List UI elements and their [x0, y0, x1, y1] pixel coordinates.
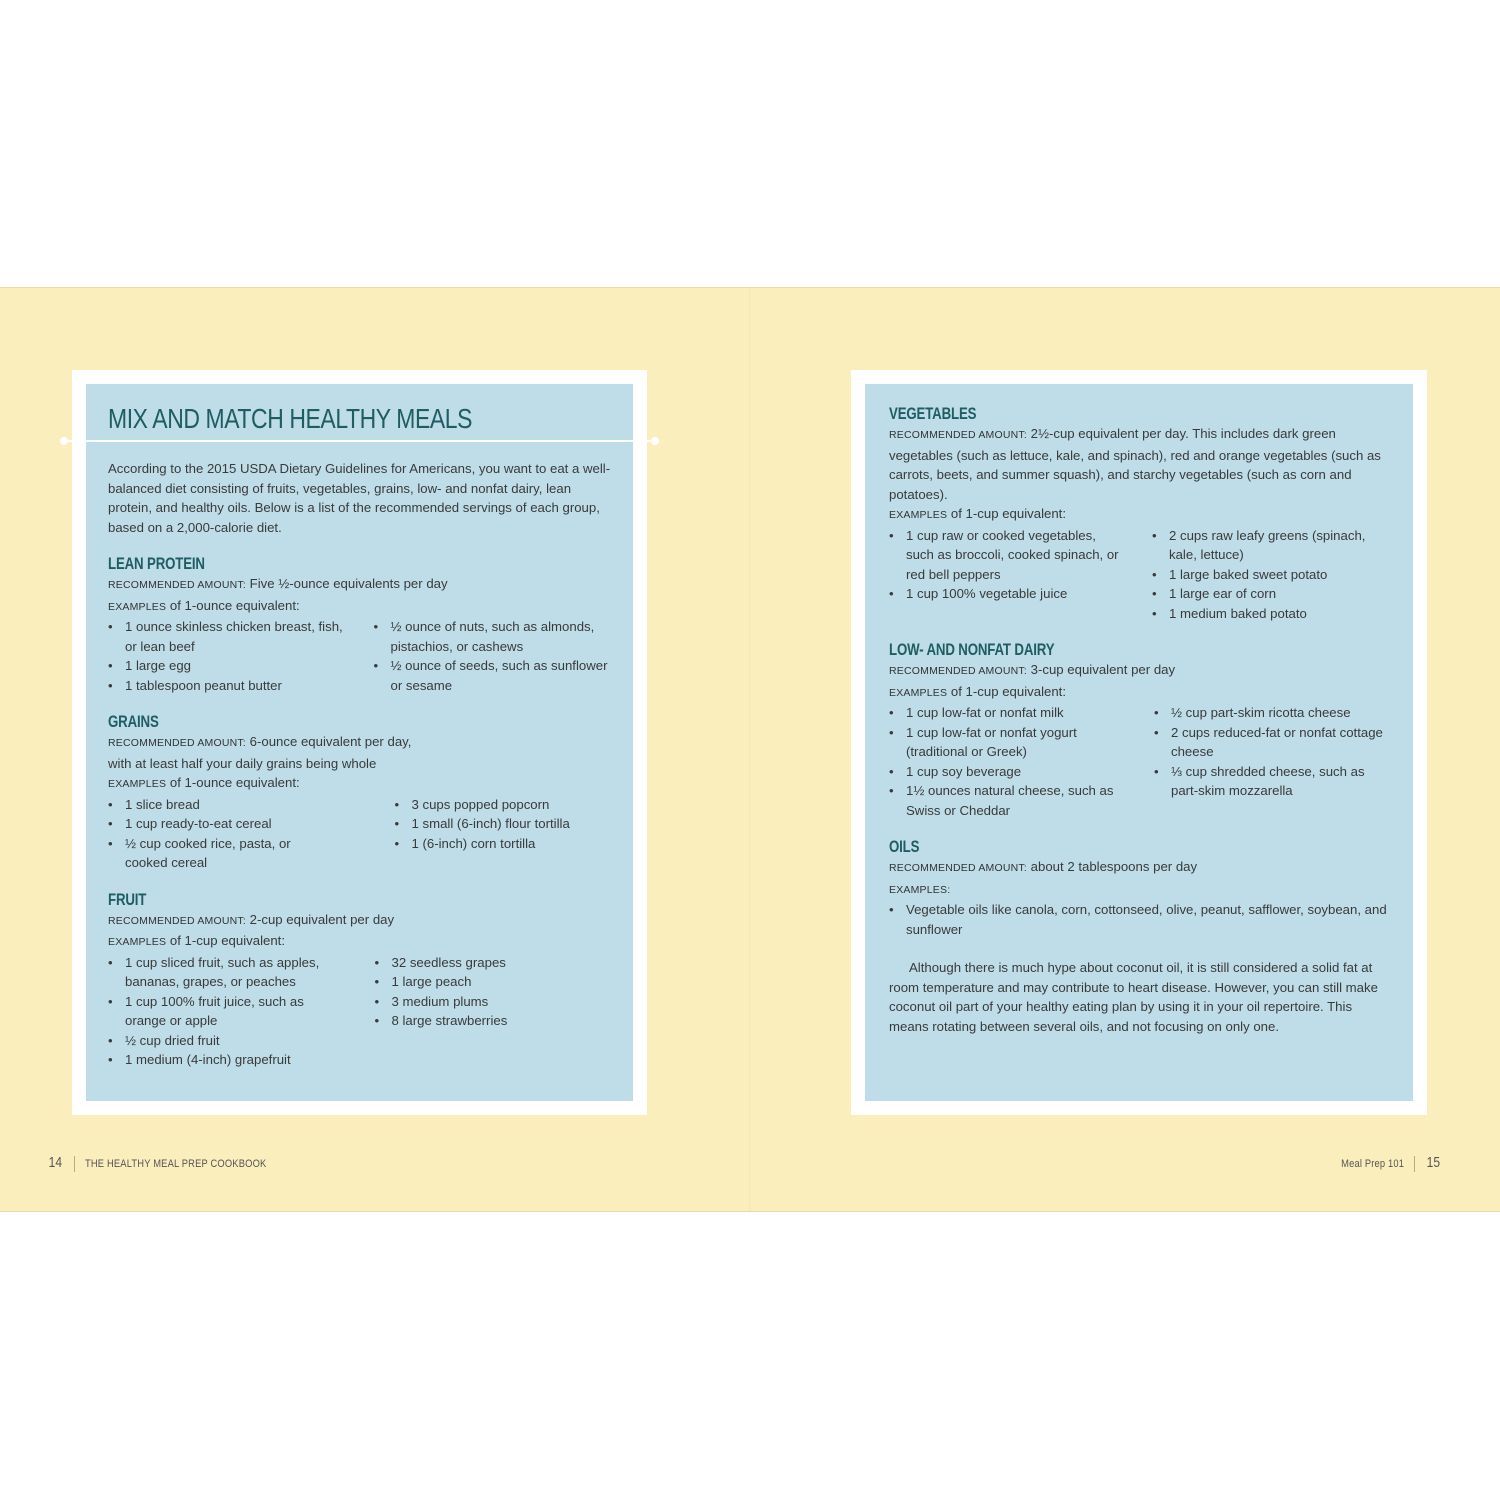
recommended-text: 2½-cup equivalent per day. This includes dark green vegetables (such as lettuce, kale, and spinach), red and orange vegetables (such as carrots, beets, and summer squash), and starchy vegetables (such as corn and potatoes). — [889, 426, 1381, 502]
examples-text: of 1-cup equivalent: — [950, 683, 1066, 699]
recommended-amount — [889, 660, 1389, 682]
recommended-label: RECOMMENDED AMOUNT: — [889, 665, 1027, 677]
examples-line — [889, 504, 1389, 526]
list-item: • 3 medium plums — [375, 992, 612, 1012]
section-fruit — [108, 890, 611, 1070]
list-item: • 1 large egg — [108, 656, 346, 676]
examples-list-col1 — [108, 795, 395, 873]
section-heading: LOW- AND NONFAT DAIRY — [889, 640, 1055, 659]
intro-paragraph: According to the 2015 USDA Dietary Guidelines for Americans, you want to eat a well-balanced diet consisting of fruits, vegetables, grains, low- and nonfat dairy, lean protein, and healthy oils. Below is a list of the recommended servings of each group, based on a 2,000-calorie diet. — [108, 461, 611, 535]
list-item: • ½ cup cooked rice, pasta, or cooked cereal — [108, 834, 325, 873]
list-item: • 1 cup raw or cooked vegetables, such as broccoli, cooked spinach, or red bell peppers — [889, 526, 1126, 585]
list-item: • 1 cup 100% vegetable juice — [889, 584, 1126, 604]
examples-label: EXAMPLES: — [889, 883, 951, 896]
recommended-amount — [889, 424, 1389, 504]
examples-text: of 1-cup equivalent: — [950, 506, 1066, 521]
page-number-right: 15 — [1426, 1154, 1441, 1171]
list-item: • 32 seedless grapes — [375, 953, 612, 973]
recommended-amount — [889, 857, 1389, 879]
recommended-text: 2-cup equivalent per day — [249, 911, 395, 927]
recommended-label: RECOMMENDED AMOUNT: — [108, 579, 246, 591]
list-item: • 2 cups reduced-fat or nonfat cottage cheese — [1154, 723, 1389, 762]
examples-list-col1 — [108, 953, 375, 1070]
list-item: • 1 slice bread — [108, 795, 325, 815]
section-heading: VEGETABLES — [889, 404, 977, 423]
list-item: • 1 cup soy beverage — [889, 762, 1124, 782]
book-spread — [0, 287, 1500, 1212]
examples-columns — [889, 703, 1389, 820]
list-item: • ½ ounce of nuts, such as almonds, pistachios, or cashews — [374, 617, 612, 656]
section-heading: GRAINS — [108, 712, 159, 731]
list-item: • 1 large baked sweet potato — [1152, 565, 1389, 585]
examples-columns — [889, 526, 1389, 624]
recommended-amount — [108, 910, 611, 932]
list-item: • 1 ounce skinless chicken breast, fish, or lean beef — [108, 617, 346, 656]
examples-line — [889, 682, 1389, 704]
list-item: • 1 medium (4-inch) grapefruit — [108, 1050, 345, 1070]
list-item: • Vegetable oils like canola, corn, cottonseed, olive, peanut, safflower, soybean, and sunflower — [889, 900, 1389, 939]
examples-label: EXAMPLES — [108, 778, 167, 790]
examples-line — [889, 879, 1389, 901]
list-item: • ½ cup dried fruit — [108, 1031, 345, 1051]
list-item: • 1 cup 100% fruit juice, such as orange or apple — [108, 992, 345, 1031]
recommended-label: RECOMMENDED AMOUNT: — [889, 862, 1027, 874]
list-item: • 1 tablespoon peanut butter — [108, 676, 346, 696]
list-item: • 1 medium baked potato — [1152, 604, 1389, 624]
list-item: • 1 cup sliced fruit, such as apples, bananas, grapes, or peaches — [108, 953, 345, 992]
section-heading: FRUIT — [108, 889, 147, 909]
examples-list-col1 — [108, 617, 374, 695]
section-lean-protein — [108, 554, 611, 695]
right-sidebar-frame — [851, 370, 1427, 1115]
list-item: • 1 cup low-fat or nonfat milk — [889, 703, 1124, 723]
list-item: • 1 (6-inch) corn tortilla — [395, 834, 612, 854]
footer-separator — [74, 1156, 75, 1172]
recommended-label: RECOMMENDED AMOUNT: — [108, 914, 246, 927]
list-item: • 2 cups raw leafy greens (spinach, kale, lettuce) — [1152, 526, 1389, 565]
recommended-text: Five ½-ounce equivalents per day — [249, 576, 448, 591]
running-head-left: THE HEALTHY MEAL PREP COOKBOOK — [84, 1158, 267, 1170]
list-item: • 8 large strawberries — [375, 1011, 612, 1031]
section-heading: OILS — [889, 837, 920, 856]
examples-text: of 1-ounce equivalent: — [169, 597, 300, 613]
list-item: • 1 large peach — [375, 972, 612, 992]
recommended-label: RECOMMENDED AMOUNT: — [889, 429, 1027, 441]
examples-label: EXAMPLES — [108, 600, 167, 613]
list-item: • ½ cup part-skim ricotta cheese — [1154, 703, 1389, 723]
footer-separator — [1414, 1156, 1415, 1172]
examples-line — [108, 596, 611, 618]
left-footer — [47, 1154, 298, 1172]
section-dairy — [889, 640, 1389, 820]
left-sidebar-frame — [72, 370, 647, 1115]
section-heading: LEAN PROTEIN — [108, 554, 205, 573]
examples-list — [889, 900, 1389, 939]
list-item: • 1 cup ready-to-eat cereal — [108, 814, 325, 834]
list-item: • 1 small (6-inch) flour tortilla — [395, 814, 612, 834]
examples-columns — [108, 617, 611, 695]
section-oils — [889, 837, 1389, 939]
closing-paragraph: Although there is much hype about coconut oil, it is still considered a solid fat at room temperature and may contribute to heart disease. However, you can still make coconut oil part of your healthy eating plan by using it in your oil repertoire. This means rotating between several oils, and not focusing on only one. — [889, 960, 1378, 1034]
examples-line — [108, 773, 611, 795]
examples-label: EXAMPLES — [108, 936, 167, 948]
list-item: • 3 cups popped popcorn — [395, 795, 612, 815]
examples-text: of 1-ounce equivalent: — [169, 775, 300, 790]
examples-list-col2 — [395, 795, 612, 873]
section-grains — [108, 712, 611, 873]
right-sidebar-panel — [865, 384, 1413, 1101]
list-item: • 1 large ear of corn — [1152, 584, 1389, 604]
right-footer — [1330, 1154, 1442, 1172]
list-item: • ⅓ cup shredded cheese, such as part-skim mozzarella — [1154, 762, 1389, 801]
recommended-text: about 2 tablespoons per day — [1030, 859, 1198, 874]
recommended-amount — [108, 574, 611, 596]
examples-columns — [108, 953, 611, 1070]
recommended-text: 3-cup equivalent per day — [1030, 662, 1176, 677]
examples-list-col2 — [1154, 703, 1389, 820]
examples-list-col2 — [374, 617, 612, 695]
examples-list-col1 — [889, 526, 1152, 624]
examples-label: EXAMPLES — [889, 686, 948, 699]
examples-text: of 1-cup equivalent: — [169, 933, 285, 948]
left-sidebar-panel — [86, 384, 633, 1101]
examples-label: EXAMPLES — [889, 509, 948, 521]
recommended-label: RECOMMENDED AMOUNT: — [108, 737, 246, 749]
list-item: • ½ ounce of seeds, such as sunflower or sesame — [374, 656, 612, 695]
section-vegetables — [889, 404, 1389, 623]
list-item: • 1 cup low-fat or nonfat yogurt (traditional or Greek) — [889, 723, 1124, 762]
page-number-left: 14 — [48, 1154, 63, 1171]
page-title: MIX AND MATCH HEALTHY MEALS — [108, 403, 473, 434]
recommended-amount — [108, 732, 611, 773]
examples-list-col2 — [375, 953, 612, 1070]
examples-line — [108, 931, 611, 953]
examples-list-col2 — [1152, 526, 1389, 624]
book-gutter — [749, 288, 751, 1211]
list-item: • 1½ ounces natural cheese, such as Swiss or Cheddar — [889, 781, 1124, 820]
recommended-text: 6-ounce equivalent per day, with at least half your daily grains being whole — [108, 734, 412, 771]
examples-columns — [108, 795, 611, 873]
running-head-right: Meal Prep 101 — [1341, 1158, 1405, 1170]
examples-list-col1 — [889, 703, 1154, 820]
